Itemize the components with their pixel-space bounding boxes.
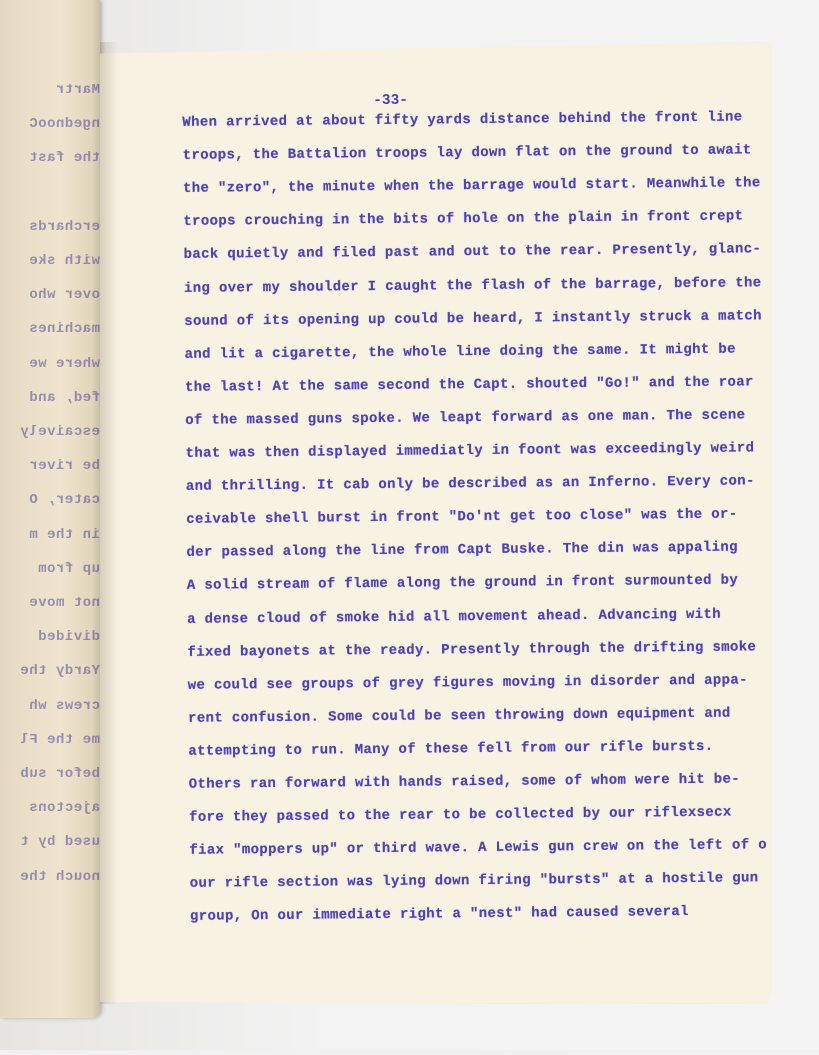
text-line: back quietly and filed past and out to the rear. Presently, glanc- bbox=[183, 241, 762, 264]
text-line: Others ran forward with hands raised, some of whom were hit be- bbox=[188, 771, 741, 793]
facing-page-line: used by t bbox=[19, 834, 100, 851]
facing-page-line: erchards bbox=[28, 218, 100, 235]
text-line: der passed along the line from Capt Buske. The din was appaling bbox=[186, 539, 738, 562]
text-line: troops crouching in the bits of hole on the plain in front crept bbox=[183, 208, 744, 231]
text-line: sound of its opening up could be heard, I instantly struck a match bbox=[184, 307, 762, 330]
facing-page-line: the fast bbox=[28, 150, 100, 167]
facing-page-line: with ske bbox=[28, 253, 100, 269]
text-line: and lit a cigarette, the whole line doing the same. It might be bbox=[184, 341, 736, 363]
facing-page-line: escaively bbox=[19, 424, 100, 440]
text-line: attempting to run. Many of these fell from our rifle bursts. bbox=[188, 738, 714, 760]
facing-page-line: machines bbox=[28, 321, 100, 338]
page-number: -33- bbox=[373, 92, 409, 110]
facing-page-line: nouch the bbox=[19, 868, 100, 885]
text-line: we could see groups of grey figures moving in disorder and appa- bbox=[187, 672, 748, 694]
text-line: a dense cloud of smoke hid all movement ahead. Advancing with bbox=[187, 606, 722, 628]
facing-page-line: in the m bbox=[28, 526, 100, 543]
text-line: fore they passed to the rear to be collected by our riflexsecx bbox=[188, 804, 732, 826]
text-line: the "zero", the minute when the barrage would start. Meanwhile the bbox=[182, 175, 761, 198]
facing-page-line: not move bbox=[28, 595, 100, 611]
text-line: troops, the Battalion troops lay down flat on the ground to await bbox=[182, 142, 752, 164]
facing-page-line: fed, and bbox=[28, 389, 100, 406]
facing-page-line: cater, O bbox=[28, 492, 100, 509]
facing-page-line: over who bbox=[28, 287, 100, 304]
text-line: ing over my shoulder I caught the flash of the barrage, before the bbox=[183, 274, 762, 297]
text-line: When arrived at about fifty yards distance behind the front line bbox=[182, 109, 743, 131]
text-line: ceivable shell burst in front "Do'nt get too close" was the or- bbox=[186, 506, 738, 529]
text-line: of the massed guns spoke. We leapt forward as one man. The scene bbox=[185, 407, 746, 429]
text-line: that was then displayed immediatly in foont was exceedingly weird bbox=[185, 440, 755, 462]
text-line: and thrilling. It cab only be described as an Inferno. Every con- bbox=[185, 473, 755, 495]
text-line: A solid stream of flame along the ground in front surmounted by bbox=[186, 572, 739, 595]
facing-page-line: where we bbox=[28, 355, 100, 372]
text-line: fiax "moppers up" or third wave. A Lewis gun crew on the left of o bbox=[189, 837, 767, 859]
facing-page-line: me the Fl bbox=[19, 731, 100, 748]
text-line: fixed bayonets at the ready. Presently through the drifting smoke bbox=[187, 638, 757, 661]
text-line: rent confusion. Some could be seen throwing down equipment and bbox=[188, 705, 731, 727]
facing-page-line: crews wh bbox=[28, 697, 100, 714]
text-line: the last! At the same second the Capt. shouted "Go!" and the roar bbox=[184, 374, 754, 396]
facing-page-line: befor sub bbox=[19, 766, 100, 782]
text-line: group, On our immediate right a "nest" had caused several bbox=[189, 904, 689, 926]
text-line: our rifle section was lying down firing "bursts" at a hostile gun bbox=[189, 870, 759, 893]
facing-page-line: divided bbox=[37, 629, 100, 646]
facing-page-line: ngednooC bbox=[28, 116, 100, 133]
facing-page-line: Martr bbox=[55, 82, 100, 98]
facing-page-line: be river bbox=[28, 458, 100, 475]
facing-page-line: up from bbox=[37, 560, 100, 577]
facing-page-line: Yardy the bbox=[19, 663, 100, 680]
facing-page-line: ajectons bbox=[28, 800, 100, 817]
